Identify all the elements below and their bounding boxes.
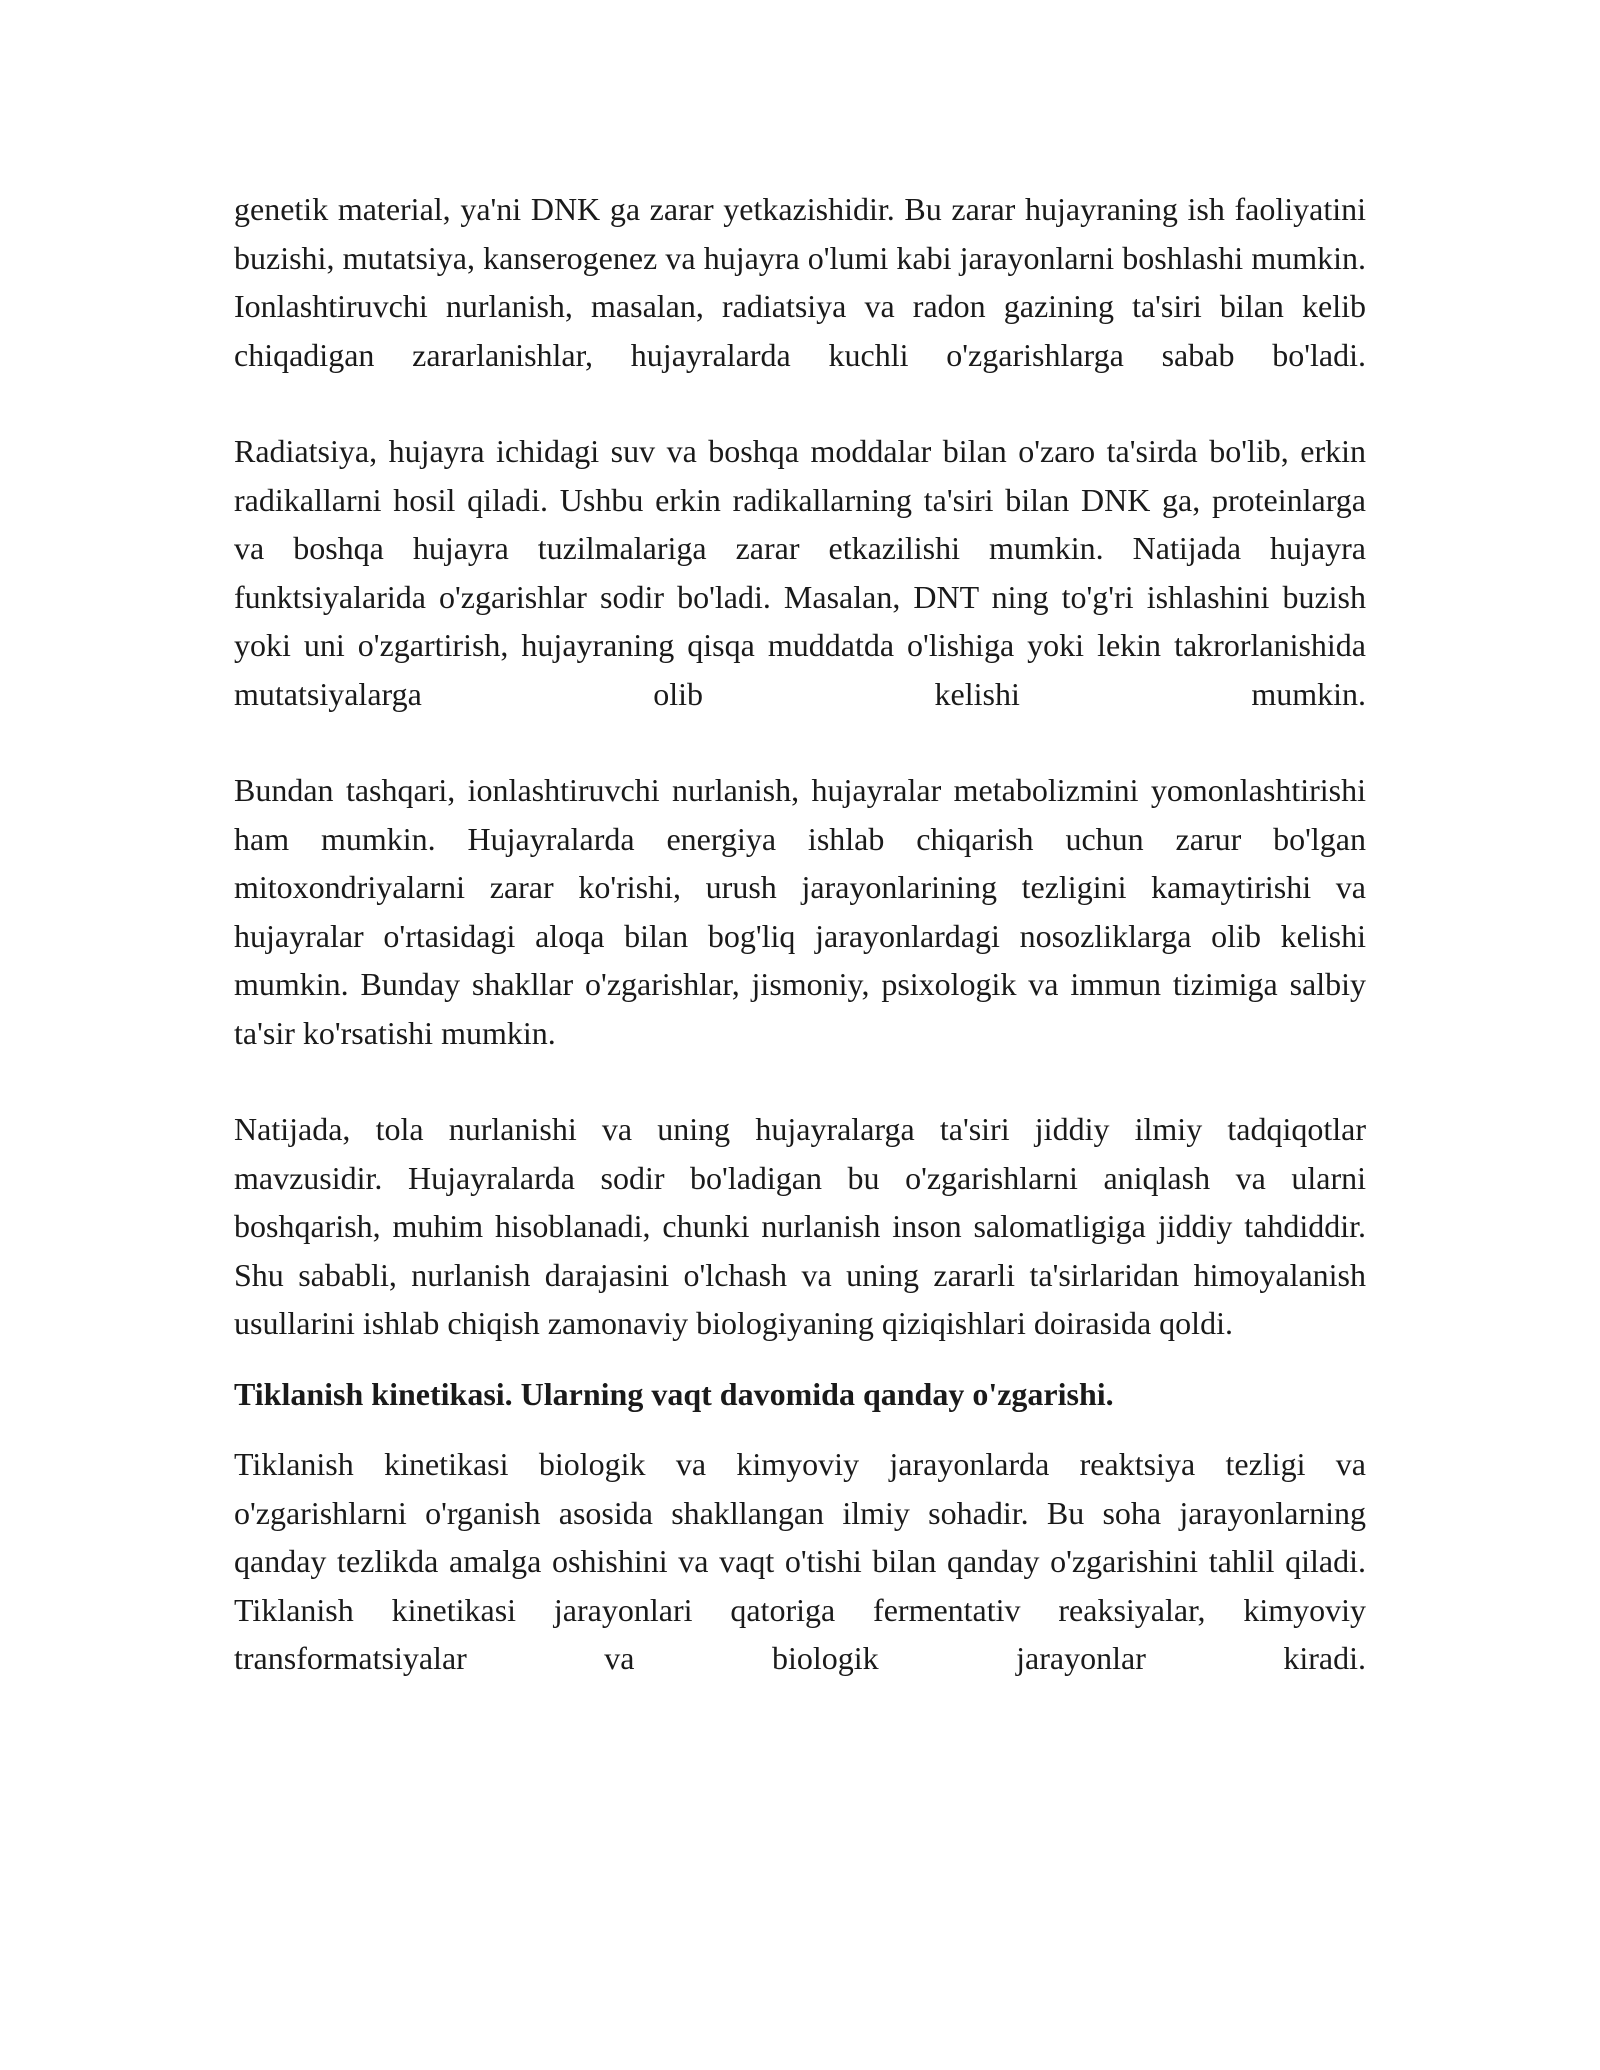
document-page <box>234 185 1366 1731</box>
paragraph-dna-damage: genetik material, ya'ni DNK ga zarar yetkazishidir. Bu zarar hujayraning ish faoliyatini buzishi, mutatsiya, kanserogenez va hujayra o'lumi kabi jarayonlarni boshlashi mumkin. Ionlashtiruvchi nurlanish, masalan, radiatsiya va radon gazining ta'siri bilan kelib chiqadigan zararlanishlar, hujayralarda kuchli o'zgarishlarga sabab bo'ladi. <box>234 191 1366 373</box>
paragraph-free-radicals: Radiatsiya, hujayra ichidagi suv va boshqa moddalar bilan o'zaro ta'sirda bo'lib, erkin radikallarni hosil qiladi. Ushbu erkin radikallarning ta'siri bilan DNK ga, proteinlarga va boshqa hujayra tuzilmalariga zarar etkazilishi mumkin. Natijada hujayra funktsiyalarida o'zgarishlar sodir bo'ladi. Masalan, DNT ning to'g'ri ishlashini buzish yoki uni o'zgartirish, hujayraning qisqa muddatda o'lishiga yoki lekin takrorlanishida mutatsiyalarga olib kelishi mumkin. <box>234 433 1366 712</box>
paragraph-recovery-kinetics: Tiklanish kinetikasi biologik va kimyoviy jarayonlarda reaktsiya tezligi va o'zgarishlarni o'rganish asosida shakllangan ilmiy sohadir. Bu soha jarayonlarning qanday tezlikda amalga oshishini va vaqt o'tishi bilan qanday o'zgarishini tahlil qiladi. Tiklanish kinetikasi jarayonlari qatoriga fermentativ reaksiyalar, kimyoviy transformatsiyalar va biologik jarayonlar kiradi. <box>234 1446 1366 1676</box>
paragraph-conclusion: Natijada, tola nurlanishi va uning hujayralarga ta'siri jiddiy ilmiy tadqiqotlar mavzusidir. Hujayralarda sodir bo'ladigan bu o'zgarishlarni aniqlash va ularni boshqarish, muhim hisoblanadi, chunki nurlanish inson salomatligiga jiddiy tahdiddir. Shu sababli, nurlanish darajasini o'lchash va uning zararli ta'sirlaridan himoyalanish usullarini ishlab chiqish zamonaviy biologiyaning qiziqishlari doirasida qoldi. <box>234 1111 1366 1341</box>
paragraph-metabolism: Bundan tashqari, ionlashtiruvchi nurlanish, hujayralar metabolizmini yomonlashtirishi ham mumkin. Hujayralarda energiya ishlab chiqarish uchun zarur bo'lgan mitoxondriyalarni zarar ko'rishi, urush jarayonlarining tezligini kamaytirishi va hujayralar o'rtasidagi aloqa bilan bog'liq jarayonlardagi nosozliklarga olib kelishi mumkin. Bunday shakllar o'zgarishlar, jismoniy, psixologik va immun tizimiga salbiy ta'sir ko'rsatishi mumkin. <box>234 772 1366 1051</box>
section-heading: Tiklanish kinetikasi. Ularning vaqt davomida qanday o'zgarishi. <box>234 1375 1114 1412</box>
